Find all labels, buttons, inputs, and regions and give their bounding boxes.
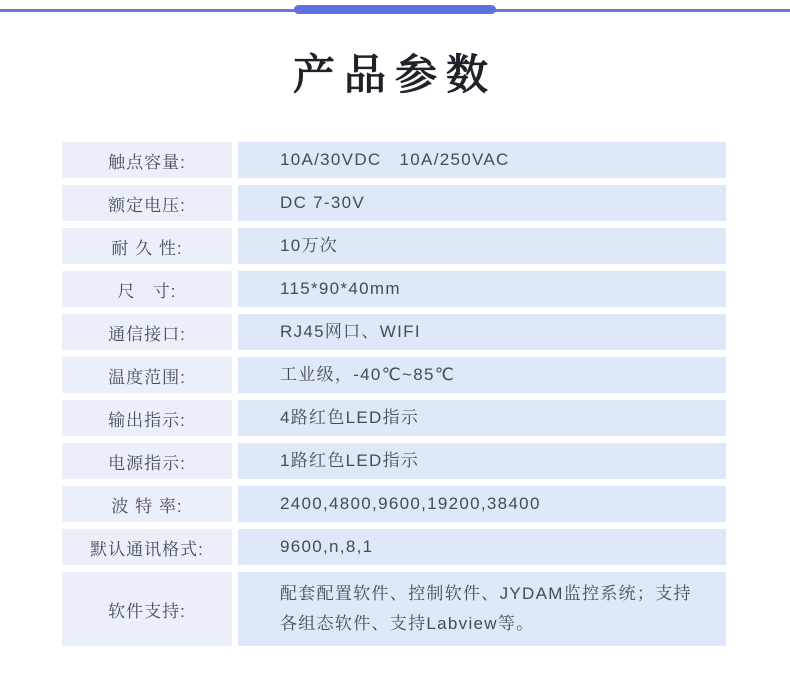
row-label: 电源指示: — [62, 443, 232, 479]
row-value — [238, 185, 726, 221]
table-row — [62, 357, 726, 393]
row-label: 耐 久 性: — [62, 228, 232, 264]
page-title: 产品参数 — [292, 51, 497, 98]
row-label: 触点容量: — [62, 142, 232, 178]
row-value-text: 10万次 — [280, 235, 339, 255]
row-value-text: 115*90*40mm — [280, 278, 401, 298]
row-value-text: 10A/30VDC 10A/250VAC — [280, 149, 510, 169]
row-value-text: 工业级，-40℃~85℃ — [280, 364, 456, 384]
row-value — [238, 228, 726, 264]
table-row — [62, 142, 726, 178]
row-label: 软件支持: — [62, 572, 232, 646]
table-row — [62, 443, 726, 479]
parameters-table — [62, 142, 726, 653]
table-row — [62, 486, 726, 522]
row-label: 通信接口: — [62, 314, 232, 350]
row-value — [238, 486, 726, 522]
table-row — [62, 271, 726, 307]
row-value-text: 1路红色LED指示 — [280, 450, 420, 470]
row-value — [238, 142, 726, 178]
row-value-text: RJ45网口、WIFI — [280, 321, 421, 341]
row-value-text: DC 7-30V — [280, 192, 366, 212]
table-row — [62, 529, 726, 565]
table-row — [62, 400, 726, 436]
table-row — [62, 572, 726, 646]
table-row — [62, 314, 726, 350]
row-label: 温度范围: — [62, 357, 232, 393]
row-label: 输出指示: — [62, 400, 232, 436]
row-value-text: 9600,n,8,1 — [280, 536, 374, 556]
row-value — [238, 314, 726, 350]
row-value-text: 2400,4800,9600,19200,38400 — [280, 493, 541, 513]
row-value — [238, 529, 726, 565]
table-row — [62, 185, 726, 221]
row-label: 默认通讯格式: — [62, 529, 232, 565]
table-row — [62, 228, 726, 264]
row-value — [238, 572, 726, 646]
row-value-text: 配套配置软件、控制软件、JYDAM监控系统；支持各组态软件、支持Labview等。 — [280, 584, 692, 633]
row-label: 尺 寸: — [62, 271, 232, 307]
row-value — [238, 357, 726, 393]
row-label: 波 特 率: — [62, 486, 232, 522]
row-value — [238, 400, 726, 436]
row-value — [238, 271, 726, 307]
row-label: 额定电压: — [62, 185, 232, 221]
row-value-text: 4路红色LED指示 — [280, 407, 420, 427]
row-value — [238, 443, 726, 479]
top-accent-bar — [294, 5, 496, 14]
